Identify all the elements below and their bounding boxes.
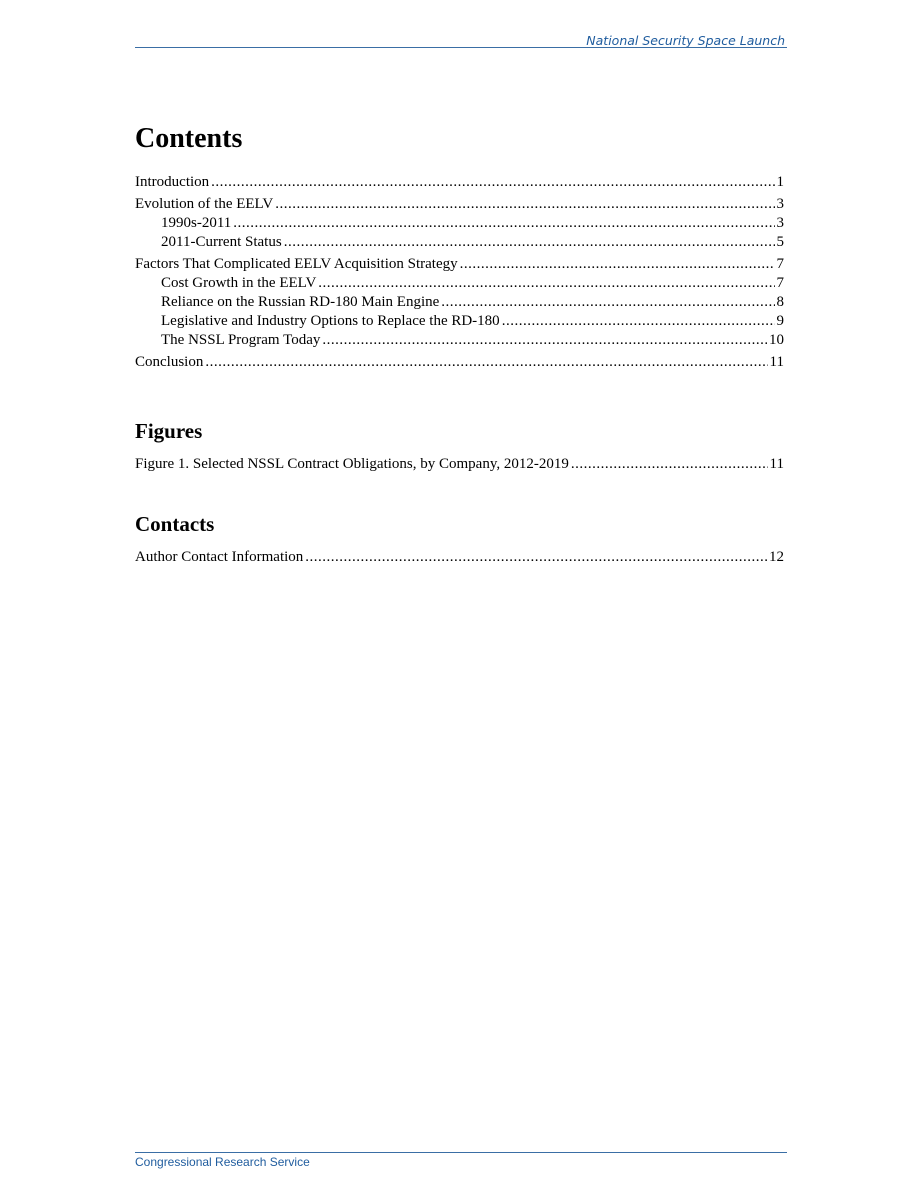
toc-entry-2011-current-status[interactable] <box>135 233 784 252</box>
toc-entry-page: 5 <box>776 234 784 250</box>
toc-entry-page: 12 <box>769 549 784 565</box>
toc-entry-introduction[interactable] <box>135 173 784 192</box>
toc-entry-nssl-program-today[interactable] <box>135 331 784 350</box>
dot-leader <box>318 274 774 293</box>
toc-entry-reliance-rd-180[interactable] <box>135 293 784 312</box>
toc-entry-page: 11 <box>769 456 784 472</box>
running-header: National Security Space Launch <box>586 33 785 48</box>
toc-entry-legislative-options[interactable] <box>135 312 784 331</box>
contacts-list <box>135 548 784 567</box>
toc-entry-page: 10 <box>769 332 784 348</box>
toc-entry-label: Reliance on the Russian RD-180 Main Engine <box>161 294 440 310</box>
dot-leader <box>205 353 767 372</box>
toc-entry-conclusion[interactable] <box>135 353 784 372</box>
figures-heading: Figures <box>135 419 203 443</box>
dot-leader <box>460 255 775 274</box>
toc-entry-label: 1990s-2011 <box>161 215 232 231</box>
toc-entry-label: Author Contact Information <box>135 549 304 565</box>
toc-entry-page: 7 <box>776 256 784 272</box>
toc-entry-label: Introduction <box>135 174 210 190</box>
toc-entry-figure-1[interactable] <box>135 455 784 474</box>
toc-entry-label: Cost Growth in the EELV <box>161 275 317 291</box>
dot-leader <box>305 548 767 567</box>
dot-leader <box>233 214 774 233</box>
toc-entry-page: 7 <box>776 275 784 291</box>
toc-entry-page: 9 <box>776 313 784 329</box>
toc-entry-label: Evolution of the EELV <box>135 196 274 212</box>
toc-entry-page: 1 <box>776 174 784 190</box>
toc-entry-label: Factors That Complicated EELV Acquisition Strategy <box>135 256 458 272</box>
toc-entry-factors-complicated-eelv[interactable] <box>135 255 784 274</box>
dot-leader <box>571 455 768 474</box>
contents-list <box>135 173 784 372</box>
toc-entry-label: Figure 1. Selected NSSL Contract Obligations, by Company, 2012-2019 <box>135 456 569 472</box>
footer-rule <box>135 1152 787 1153</box>
toc-entry-evolution-of-the-eelv[interactable] <box>135 195 784 214</box>
dot-leader <box>211 173 774 192</box>
dot-leader <box>275 195 774 214</box>
figures-list <box>135 455 784 474</box>
toc-entry-page: 8 <box>776 294 784 310</box>
toc-entry-label: Conclusion <box>135 354 204 370</box>
contents-heading: Contents <box>135 123 243 154</box>
toc-entry-cost-growth[interactable] <box>135 274 784 293</box>
dot-leader <box>441 293 774 312</box>
dot-leader <box>502 312 775 331</box>
dot-leader <box>322 331 767 350</box>
header-rule <box>135 47 787 48</box>
contacts-heading: Contacts <box>135 512 215 536</box>
toc-entry-page: 11 <box>769 354 784 370</box>
toc-entry-label: Legislative and Industry Options to Replace the RD-180 <box>161 313 500 329</box>
toc-entry-label: The NSSL Program Today <box>161 332 321 348</box>
toc-entry-label: 2011-Current Status <box>161 234 282 250</box>
toc-entry-author-contact[interactable] <box>135 548 784 567</box>
footer-publisher: Congressional Research Service <box>135 1155 310 1169</box>
toc-entry-page: 3 <box>776 215 784 231</box>
toc-entry-page: 3 <box>776 196 784 212</box>
dot-leader <box>284 233 775 252</box>
toc-entry-1990s-2011[interactable] <box>135 214 784 233</box>
